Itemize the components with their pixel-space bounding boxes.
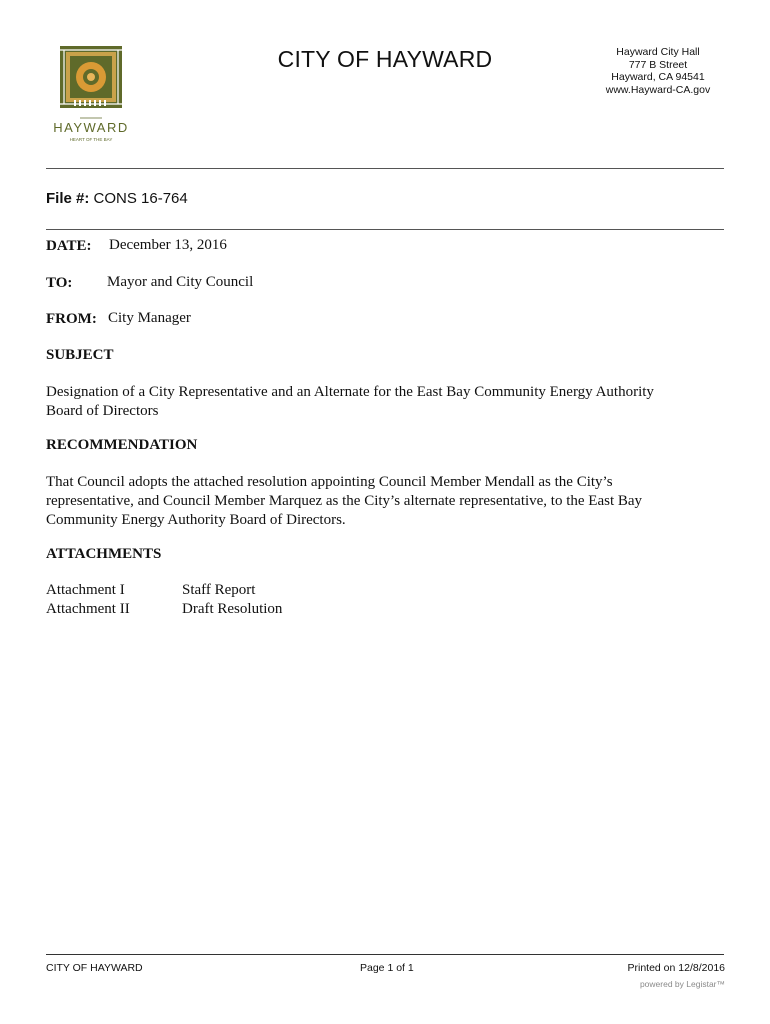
recommendation-text: [46, 473, 726, 530]
address-line-1: Hayward City Hall: [616, 46, 700, 58]
from-value: City Manager: [108, 310, 191, 326]
city-seal-icon: [44, 44, 140, 144]
address-website: www.Hayward-CA.gov: [605, 83, 711, 96]
attachment-1-link[interactable]: Staff Report: [182, 582, 256, 598]
subject-text: [46, 383, 726, 421]
to-label: TO:: [46, 275, 73, 291]
footer-city-name: CITY OF HAYWARD: [46, 962, 143, 974]
file-divider: [46, 229, 724, 230]
recommendation-line-1: That Council adopts the attached resolution appointing Council Member Mendall as the City’s: [46, 474, 613, 490]
file-number-label: File #:: [46, 190, 90, 207]
date-row: [46, 237, 92, 255]
footer-powered-by: powered by Legistar™: [639, 979, 725, 989]
address-line-2: 777 B Street: [628, 58, 688, 71]
from-label: FROM:: [46, 311, 97, 327]
to-value: Mayor and City Council: [107, 274, 254, 290]
attachment-2-link[interactable]: Draft Resolution: [182, 601, 283, 617]
footer-page-number: Page 1 of 1: [360, 962, 414, 974]
footer-printed-date: Printed on 12/8/2016: [627, 962, 725, 974]
recommendation-line-3: Community Energy Authority Board of Directors.: [46, 512, 346, 528]
address-line-3: Hayward, CA 94541: [611, 71, 705, 83]
subject-line-1: Designation of a City Representative and an Alternate for the East Bay Community Energy Authority: [46, 384, 654, 400]
recommendation-heading: RECOMMENDATION: [46, 437, 198, 453]
footer-divider: [46, 954, 724, 955]
date-value: December 13, 2016: [109, 237, 227, 253]
attachment-1-label: Attachment I: [46, 582, 125, 598]
header-divider: [46, 168, 724, 169]
from-row: [46, 310, 97, 328]
logo-tagline-text: HEART OF THE BAY: [69, 137, 113, 142]
subject-line-2: Board of Directors: [46, 403, 159, 419]
city-hall-address: [590, 46, 726, 96]
page-title: CITY OF HAYWARD: [277, 46, 493, 72]
date-label: DATE:: [46, 238, 92, 254]
file-number-value: CONS 16-764: [93, 190, 188, 207]
attachment-2-label: Attachment II: [46, 601, 130, 617]
file-number-line: [46, 190, 188, 207]
recommendation-line-2: representative, and Council Member Marquez as the City’s alternate representative, to the East Bay: [46, 493, 643, 509]
logo-name-text: HAYWARD: [53, 120, 129, 135]
city-seal-logo: [44, 44, 140, 144]
attachments-heading: ATTACHMENTS: [46, 546, 162, 562]
subject-heading: SUBJECT: [46, 347, 114, 363]
to-row: [46, 274, 72, 292]
